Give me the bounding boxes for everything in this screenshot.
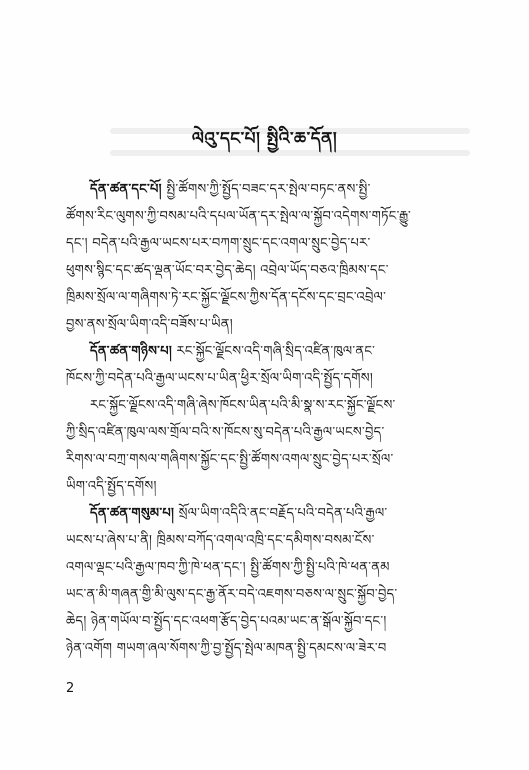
- paragraph-line: རང་སྐྱོང་ལྗོངས་འདི་གཞི་ཞེས་ཁོངས་ཡིན་པའི་མི་སྣ་ས་རང་སྐྱོང་ལྗོངས་: [90, 398, 396, 413]
- paragraph-line: བྱས་ནས་སྲོལ་ཡིག་འདི་བཟོས་པ་ཡིན།: [66, 317, 233, 332]
- paragraph-line: འགལ་ལྡང་པའི་རྒྱལ་ཁབ་ཀྱི་ཁེ་ཕན་དང་། སྤྱི་ཚོགས་ཀྱི་སྤྱི་པའི་ཁེ་ཕན་ནམ: [66, 560, 390, 575]
- article-label: དོན་ཚན་གསུམ་པ།: [90, 506, 175, 521]
- paragraph-line: དོན་ཚན་གསུམ་པ། སྲོལ་ཡིག་འདིའི་ནང་བརྗོད་པའི་བདེན་པའི་རྒྱལ་: [90, 506, 388, 521]
- paragraph-line: དོན་ཚན་གཉིས་པ། རང་སྐྱོང་ལྗོངས་འདི་གཞི་སྲིད་འཛིན་ཁུལ་ནང་: [90, 344, 376, 359]
- paragraph-line: ཚོགས་རིང་ལུགས་ཀྱི་བསམ་པའི་དཔལ་ཡོན་དར་སྤེལ་ལ་སྐྱོབ་འདེགས་གཏོང་རྒྱུ་: [66, 209, 412, 224]
- paragraph-1: [66, 176, 462, 338]
- chapter-heading: ལེའུ་དང་པོ། སྤྱིའི་ཆ་དོན།: [191, 129, 338, 149]
- paragraph-line: ཁྲིམས་སྲོལ་ལ་གཞིགས་ཏེ་རང་སྐྱོང་ལྗོངས་ཀྱིས་དོན་དངོས་དང་བྲང་འབྲེལ་: [66, 290, 387, 305]
- paragraph-2: [66, 338, 462, 392]
- paragraph-line: ཕུགས་སྙིང་དང་ཚད་ལྡན་ཡོང་བར་བྱེད་ཆེད། འབྲེལ་ཡོད་བཅའ་ཁྲིམས་དང་: [66, 263, 389, 278]
- paragraph-line: ཡང་ན་མི་གཞན་གྱི་མི་ལུས་དང་རྒྱ་ནོར་བདེ་འཇགས་བཅས་ལ་སྲུང་སྐྱོབ་བྱེད་: [66, 587, 398, 602]
- paragraph-4: [66, 500, 462, 662]
- page-number: 2: [66, 681, 75, 696]
- paragraph-line: ཡིག་འདི་སྤྱོད་དགོས།: [66, 479, 157, 494]
- paragraph-3: [66, 392, 462, 500]
- paragraph-line: ཡངས་པ་ཞེས་པ་ནི། ཁྲིམས་བཀོད་འགལ་འཁྲི་དང་དམིགས་བསམ་ངོས་: [66, 533, 375, 548]
- paragraph-line: ཀྱི་སྲིད་འཛིན་ཁུལ་ལས་གྲོལ་བའི་ས་ཁོངས་སུ་བདེན་པའི་རྒྱལ་ཡངས་བྱེད་: [66, 425, 385, 440]
- article-label: དོན་ཚན་དང་པོ།: [90, 182, 162, 197]
- paragraph-line: དང་། བདེན་པའི་རྒྱལ་ཡངས་པར་བཀག་སྲུང་དང་འགལ་སྲུང་བྱེད་པར་: [66, 236, 371, 251]
- paragraph-line: ཆེད། ཉེན་གཡོལ་བ་སྤྱོད་དང་འཕག་རྩོད་བྱེད་པའམ་ཡང་ན་སྒོལ་སྐྱོབ་དང་།: [66, 614, 387, 629]
- article-label: དོན་ཚན་གཉིས་པ།: [90, 344, 173, 359]
- paragraph-line: དོན་ཚན་དང་པོ། སྤྱི་ཚོགས་ཀྱི་སྤྱོད་བཟང་དར་སྤེལ་བཏང་ནས་སྤྱི་: [90, 182, 371, 197]
- paragraph-line: ཉེན་འགོག གཡག་ཞལ་སོགས་ཀྱི་བྱ་སྤྱོད་སྤེལ་མཁན་སྤྱི་དམངས་ལ་ཟེར་བ: [66, 641, 387, 656]
- paragraph-line: རིགས་ལ་བཀྲ་གསལ་གཞིགས་སྐྱོང་དང་སྤྱི་ཚོགས་འགལ་སྲུང་བྱེད་པར་སྲོལ་: [66, 452, 394, 467]
- paragraph-line: ཁོངས་ཀྱི་བདེན་པའི་རྒྱལ་ཡངས་པ་ཡིན་ཕྱིར་སྲོལ་ཡིག་འདི་སྤྱོད་དགོས།: [66, 371, 374, 386]
